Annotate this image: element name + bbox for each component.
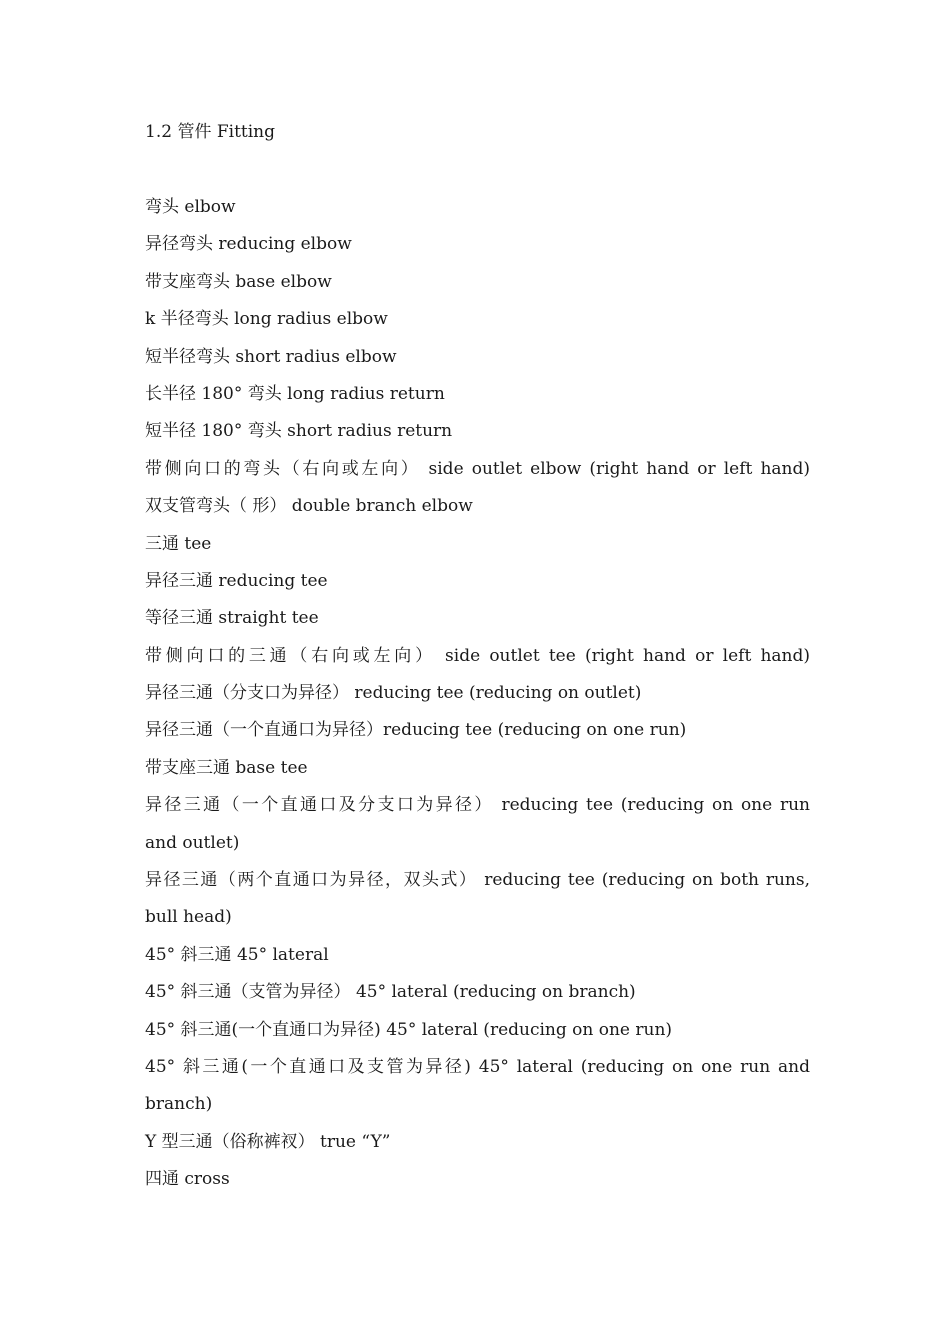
term-line-continuation: and outlet): [145, 832, 240, 853]
term-line: 带支座三通 base tee: [145, 757, 308, 778]
term-line: 带侧向口的三通（右向或左向） side outlet tee (right hand or left hand): [145, 645, 810, 666]
term-line: 长半径 180° 弯头 long radius return: [145, 383, 445, 404]
term-line: 45° 斜三通（支管为异径） 45° lateral (reducing on branch): [145, 982, 636, 1003]
term-line: 四通 cross: [145, 1169, 230, 1190]
section-heading: 1.2 管件 Fitting: [145, 122, 276, 142]
term-line: 异径三通（一个直通口为异径）reducing tee (reducing on one run): [145, 720, 687, 741]
term-line-continuation: bull head): [145, 907, 232, 928]
term-line: 异径三通（两个直通口为异径，双头式） reducing tee (reducing on both runs,: [145, 870, 810, 891]
term-line: 弯头 elbow: [145, 197, 236, 217]
fitting-term-list: [145, 195, 810, 1205]
term-line: 45° 斜三通 45° lateral: [145, 944, 329, 965]
term-line: 带支座弯头 base elbow: [145, 271, 332, 292]
term-line: 异径三通 reducing tee: [145, 570, 328, 591]
term-line: 异径三通（分支口为异径） reducing tee (reducing on outlet): [145, 683, 642, 704]
term-line: 带侧向口的弯头（右向或左向） side outlet elbow (right hand or left hand): [145, 458, 810, 479]
term-line: 短半径弯头 short radius elbow: [145, 346, 397, 367]
term-line: 双支管弯头（ 形） double branch elbow: [145, 496, 473, 517]
term-line: 异径三通（一个直通口及分支口为异径） reducing tee (reducing on one run: [145, 795, 810, 816]
term-line: 短半径 180° 弯头 short radius return: [145, 421, 453, 442]
term-line-continuation: branch): [145, 1094, 213, 1115]
term-line: Y 型三通（俗称裤衩） true “Y”: [145, 1131, 391, 1152]
term-line: k 半径弯头 long radius elbow: [145, 309, 388, 330]
term-line: 45° 斜三通(一个直通口为异径) 45° lateral (reducing on one run): [145, 1019, 673, 1040]
term-line: 异径弯头 reducing elbow: [145, 234, 352, 255]
term-line: 45° 斜三通(一个直通口及支管为异径) 45° lateral (reducing on one run and: [145, 1056, 810, 1077]
term-line: 等径三通 straight tee: [145, 608, 319, 629]
term-line: 三通 tee: [145, 533, 212, 554]
